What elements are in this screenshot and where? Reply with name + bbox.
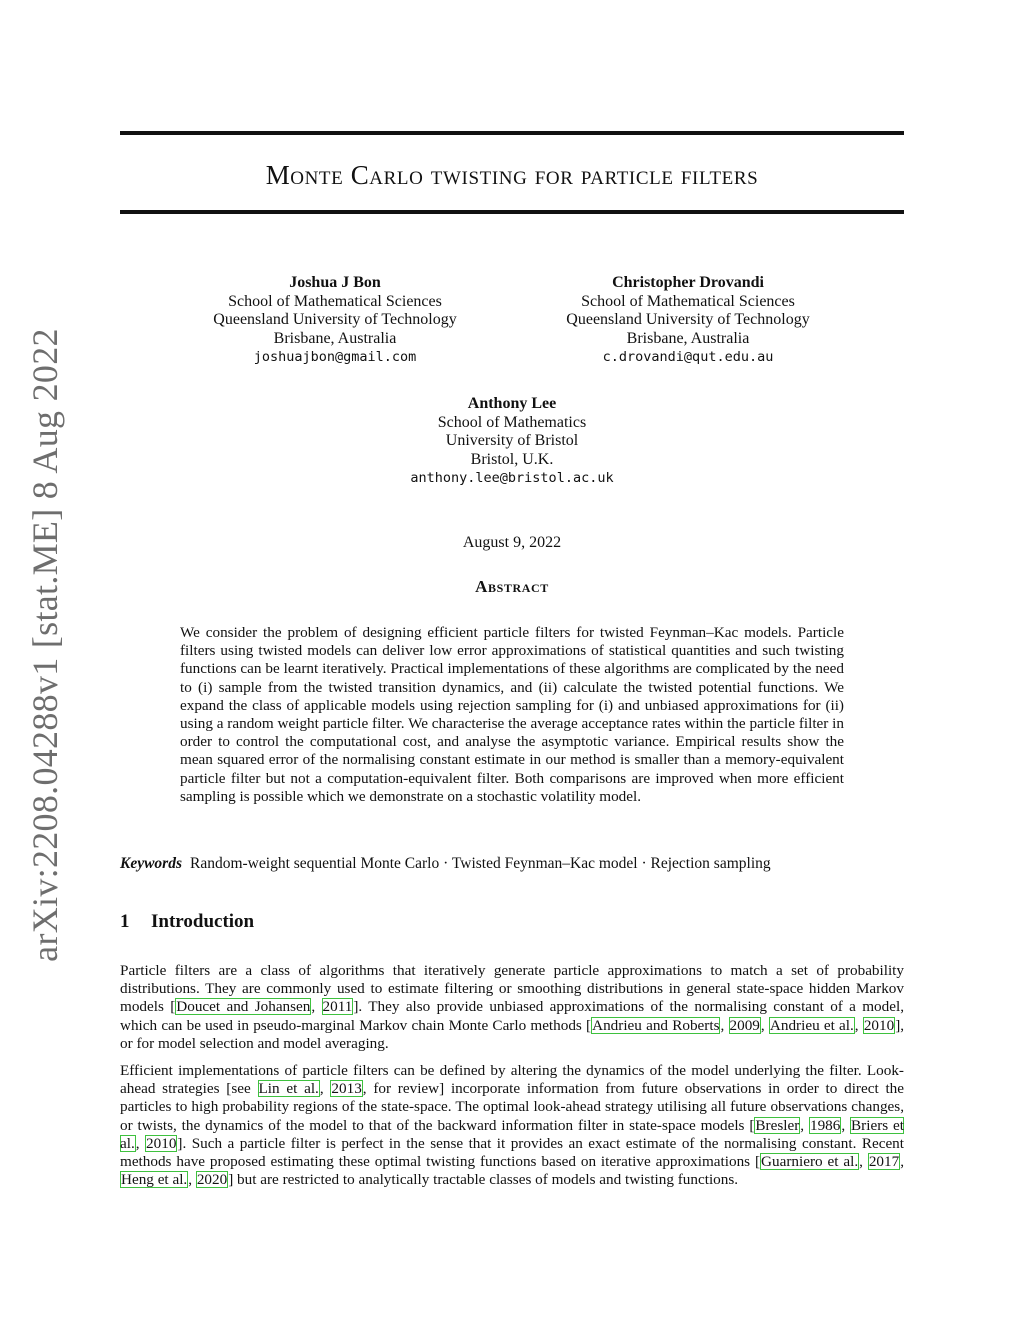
abstract-text: We consider the problem of designing efficient particle filters for twisted Feynman–Kac models. Particle filters using twisted models can deliver low error approximations of statistical quantities and such twisting functions can be learnt iteratively. Practical implementations of these algorithms are complicated by the need to (i) sample from the twisted transition dynamics, and (ii) calculate the twisted potential functions. We expand the class of applicable models using rejection sampling for (i) and unbiased approximations for (ii) using a random weight particle filter. We characterise the average acceptance rates within the particle filter in order to control the computational cost, and analyse the asymptotic variance. Empirical results show the mean squared error of the normalising constant estimate in our method is smaller than a memory-equivalent particle filter but not a computation-equivalent filter. Both comparisons are improved when more efficient sampling is possible which we demonstrate on a stochastic volatility model.	[180, 624, 844, 805]
paragraph-text: ]. Such a particle filter is perfect in the sense that it provides an exact estimate of the normalising constant. Recent methods have proposed estimating these optimal twisting functions based on iterative approximations [	[120, 1134, 904, 1171]
section-title: Introduction	[151, 911, 255, 932]
citation-year-link[interactable]: 1986	[809, 1116, 841, 1134]
author-block	[357, 395, 667, 488]
citation-link[interactable]: Heng et al.	[121, 1171, 188, 1189]
paragraph-text: ,	[760, 1016, 769, 1034]
author-name: Anthony Lee	[467, 395, 557, 412]
citation-link[interactable]: Andrieu and Roberts	[592, 1016, 720, 1034]
paragraph-text: , for review] incorporate information from future observations in order to direct the particles to high probability regions of the state-space. The optimal look-ahead strategy utilising all future observations changes, or twists, the dynamics of the model to that of the backward information filter in state-space models [	[120, 1080, 905, 1134]
arxiv-sidebar-stamp	[20, 328, 70, 962]
author-name: Christopher Drovandi	[612, 274, 764, 291]
paragraph-text: ,	[900, 1153, 904, 1171]
author-email[interactable]: c.drovandi@qut.edu.au	[602, 349, 774, 365]
intro-paragraph-2	[120, 1062, 904, 1189]
paragraph-text: ], or for model selection and model averaging.	[120, 1016, 905, 1052]
arxiv-id: arXiv:2208.04288v1 [stat.ME] 8 Aug 2022	[25, 328, 65, 962]
section-heading-introduction	[120, 911, 254, 933]
author-department: School of Mathematical Sciences	[581, 292, 795, 310]
paragraph-text: ,	[135, 1134, 146, 1152]
paragraph-text: ,	[841, 1116, 851, 1134]
citation-year-link[interactable]: 2020	[196, 1171, 228, 1189]
paragraph-text: ]. They also provide unbiased approximations of the normalising constant of a model, which can be used in pseudo-marginal Markov chain Monte Carlo methods [	[120, 998, 905, 1034]
intro-paragraph-1	[120, 962, 904, 1053]
title-rule-bottom	[120, 210, 904, 214]
section-number: 1	[120, 911, 130, 932]
paragraph-text: ,	[311, 998, 322, 1016]
author-block	[180, 274, 490, 367]
author-institution: Queensland University of Technology	[566, 311, 810, 328]
citation-year-link[interactable]: 2013	[331, 1080, 362, 1098]
citation-year-link[interactable]: 2010	[146, 1134, 177, 1152]
author-institution: University of Bristol	[445, 432, 579, 449]
author-name: Joshua J Bon	[289, 274, 381, 291]
paragraph-text: ,	[859, 1153, 868, 1171]
citation-link[interactable]: Doucet and Johansen	[176, 998, 311, 1016]
paragraph-text: ,	[800, 1116, 809, 1134]
author-email[interactable]: joshuajbon@gmail.com	[253, 349, 417, 365]
author-location: Bristol, U.K.	[470, 450, 554, 468]
citation-year-link[interactable]: 2017	[868, 1153, 900, 1171]
author-block	[533, 274, 843, 367]
paragraph-text: ,	[854, 1016, 863, 1034]
author-location: Brisbane, Australia	[273, 329, 397, 347]
citation-year-link[interactable]: 2009	[729, 1016, 760, 1034]
citation-link[interactable]: Bresler	[755, 1116, 800, 1134]
paragraph-text: ] but are restricted to analytically tractable classes of models and twisting functions.	[228, 1171, 739, 1189]
keywords-list: Random-weight sequential Monte Carlo · Twisted Feynman–Kac model · Rejection sampling	[190, 855, 771, 872]
citation-link[interactable]: Briers et al.	[120, 1116, 905, 1152]
citation-link[interactable]: Guarniero et al.	[761, 1153, 859, 1171]
abstract-heading: Abstract	[475, 577, 549, 596]
author-email[interactable]: anthony.lee@bristol.ac.uk	[410, 470, 614, 486]
author-department: School of Mathematics	[437, 413, 587, 431]
citation-year-link[interactable]: 2011	[322, 998, 353, 1016]
paper-title: Monte Carlo twisting for particle filters	[265, 160, 759, 190]
citation-link[interactable]: Lin et al.	[258, 1080, 319, 1098]
paragraph-text: ,	[188, 1171, 196, 1189]
paragraph-text: Efficient implementations of particle filters can be defined by altering the dynamics of the model underlying the filter. Look-ahead strategies [see	[120, 1062, 904, 1098]
paragraph-text: ,	[319, 1080, 331, 1098]
keywords-label: Keywords	[120, 855, 182, 872]
paragraph-text: ,	[720, 1016, 729, 1034]
citation-link[interactable]: Andrieu et al.	[769, 1016, 854, 1034]
paragraph-text: Particle filters are a class of algorithms that iteratively generate particle approximations to match a set of probability distributions. They are commonly used to estimate filtering or smoothing distributions in general state-space hidden Markov models [	[120, 962, 904, 1016]
citation-year-link[interactable]: 2010	[863, 1016, 895, 1034]
title-rule-top	[120, 131, 904, 135]
keywords-line	[120, 855, 904, 873]
author-institution: Queensland University of Technology	[213, 311, 457, 328]
author-department: School of Mathematical Sciences	[228, 292, 442, 310]
author-location: Brisbane, Australia	[626, 329, 750, 347]
paper-date: August 9, 2022	[462, 534, 562, 551]
